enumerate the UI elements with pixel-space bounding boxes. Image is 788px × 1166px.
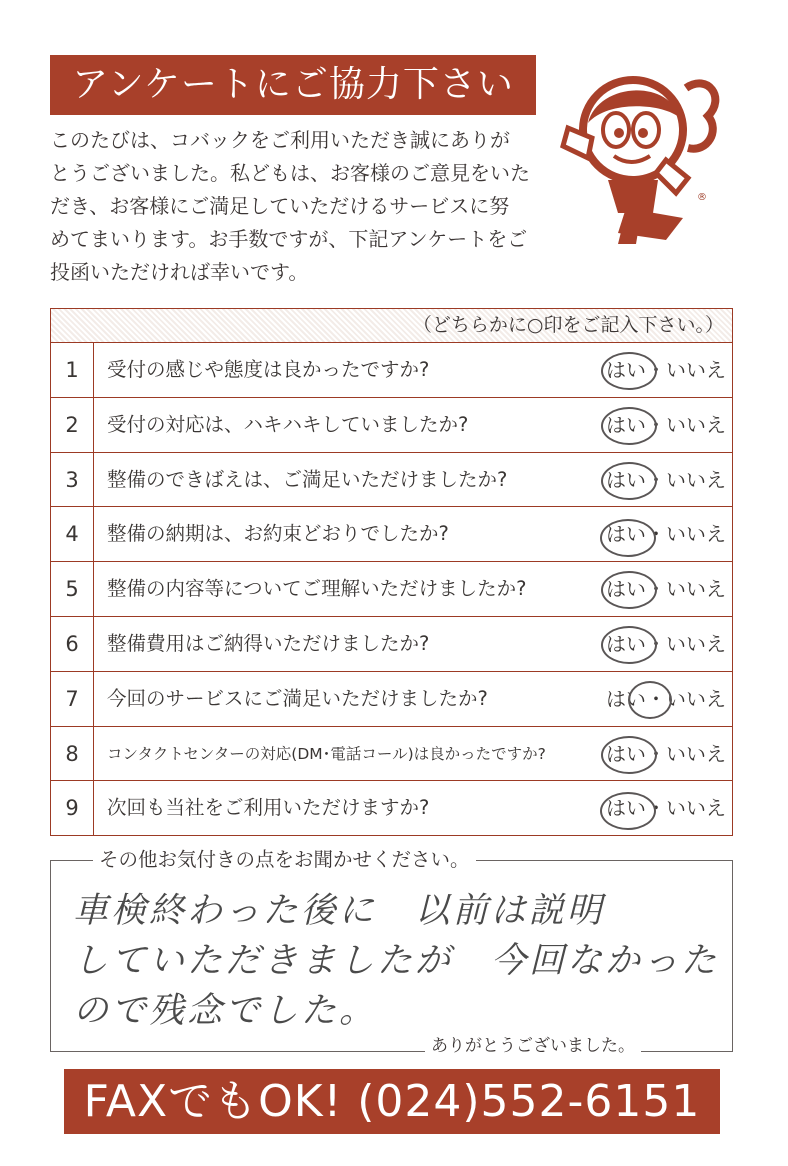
fax-banner: FAXでもOK! (024)552-6151 <box>64 1069 720 1134</box>
question-row <box>51 453 732 508</box>
answer-circle <box>600 792 656 830</box>
answer-circle <box>628 681 672 719</box>
intro-line: 投函いただければ幸いです。 <box>50 260 309 284</box>
answer-options[interactable] <box>606 727 726 781</box>
question-number: 1 <box>51 343 94 397</box>
comments-title: その他お気付きの点をお聞かせください。 <box>93 847 476 873</box>
answer-circle <box>601 626 657 664</box>
answer-options[interactable] <box>606 562 726 616</box>
answer-options[interactable] <box>606 781 726 835</box>
intro-text <box>50 124 550 289</box>
question-row <box>51 727 732 782</box>
question-row <box>51 781 732 836</box>
intro-line: とうございました。私どもは、お客様のご意見をいた <box>50 161 530 185</box>
question-number: 9 <box>51 781 94 836</box>
answer-circle <box>601 462 657 500</box>
mascot-logo <box>548 68 723 246</box>
question-text: 次回も当社をご利用いただけますか? <box>107 796 430 820</box>
answer-options[interactable] <box>606 398 726 452</box>
answer-options[interactable] <box>606 507 726 561</box>
question-row <box>51 398 732 453</box>
thanks-text: ありがとうございました。 <box>425 1033 641 1059</box>
answer-label: はい・いいえ <box>606 467 726 492</box>
answer-label: はい・いいえ <box>606 522 726 547</box>
answer-options[interactable] <box>606 453 726 507</box>
intro-line: めてまいります。お手数ですが、下記アンケートをご <box>50 227 528 251</box>
handwritten-comment: 車検終わった後に 以前は説明 <box>73 891 605 931</box>
question-text: 整備の納期は、お約束どおりでしたか? <box>107 522 449 546</box>
question-number: 7 <box>51 672 94 726</box>
survey-table <box>50 308 733 836</box>
question-number: 2 <box>51 398 94 452</box>
answer-options[interactable] <box>606 343 726 397</box>
survey-instruction: （どちらかに○印をご記入下さい。） <box>51 309 732 343</box>
question-row <box>51 672 732 727</box>
question-text: 受付の感じや態度は良かったですか? <box>107 358 430 381</box>
answer-label: はい・いいえ <box>606 686 726 711</box>
handwritten-comment: ので残念でした。 <box>73 991 378 1031</box>
answer-label: はい・いいえ <box>606 631 726 656</box>
question-number: 8 <box>51 727 94 781</box>
question-row <box>51 562 732 617</box>
answer-options[interactable] <box>606 617 726 671</box>
answer-options[interactable] <box>606 672 726 726</box>
question-number: 3 <box>51 453 94 507</box>
question-number: 6 <box>51 617 94 671</box>
question-row <box>51 617 732 672</box>
answer-circle <box>601 571 657 609</box>
question-number: 5 <box>51 562 94 616</box>
answer-label: はい・いいえ <box>606 796 726 821</box>
answer-circle <box>601 407 657 445</box>
comments-box[interactable] <box>50 848 733 1056</box>
question-text: 整備費用はご納得いただけましたか? <box>107 631 430 655</box>
registered-mark: ® <box>697 192 707 203</box>
answer-label: はい・いいえ <box>606 741 726 766</box>
answer-circle <box>601 352 657 390</box>
handwritten-comment: していただきましたが 今回なかった <box>73 941 720 981</box>
intro-line: だき、お客様にご満足していただけるサービスに努 <box>50 194 510 218</box>
question-row <box>51 507 732 562</box>
question-text: 整備の内容等についてご理解いただけましたか? <box>107 577 527 601</box>
question-text: 整備のできばえは、ご満足いただけましたか? <box>107 467 508 491</box>
answer-label: はい・いいえ <box>606 412 726 437</box>
answer-circle <box>601 736 657 774</box>
answer-label: はい・いいえ <box>606 358 726 382</box>
question-text: 今回のサービスにご満足いただけましたか? <box>107 686 488 710</box>
question-number: 4 <box>51 507 94 561</box>
answer-circle <box>600 519 656 557</box>
intro-line: このたびは、コバックをご利用いただき誠にありが <box>50 128 510 152</box>
survey-title: アンケートにご協力下さい <box>50 55 536 115</box>
question-row <box>51 343 732 398</box>
answer-label: はい・いいえ <box>606 577 726 602</box>
question-text: 受付の対応は、ハキハキしていましたか? <box>107 412 469 436</box>
question-text: コンタクトセンターの対応(DM･電話コール)は良かったですか? <box>107 744 546 763</box>
